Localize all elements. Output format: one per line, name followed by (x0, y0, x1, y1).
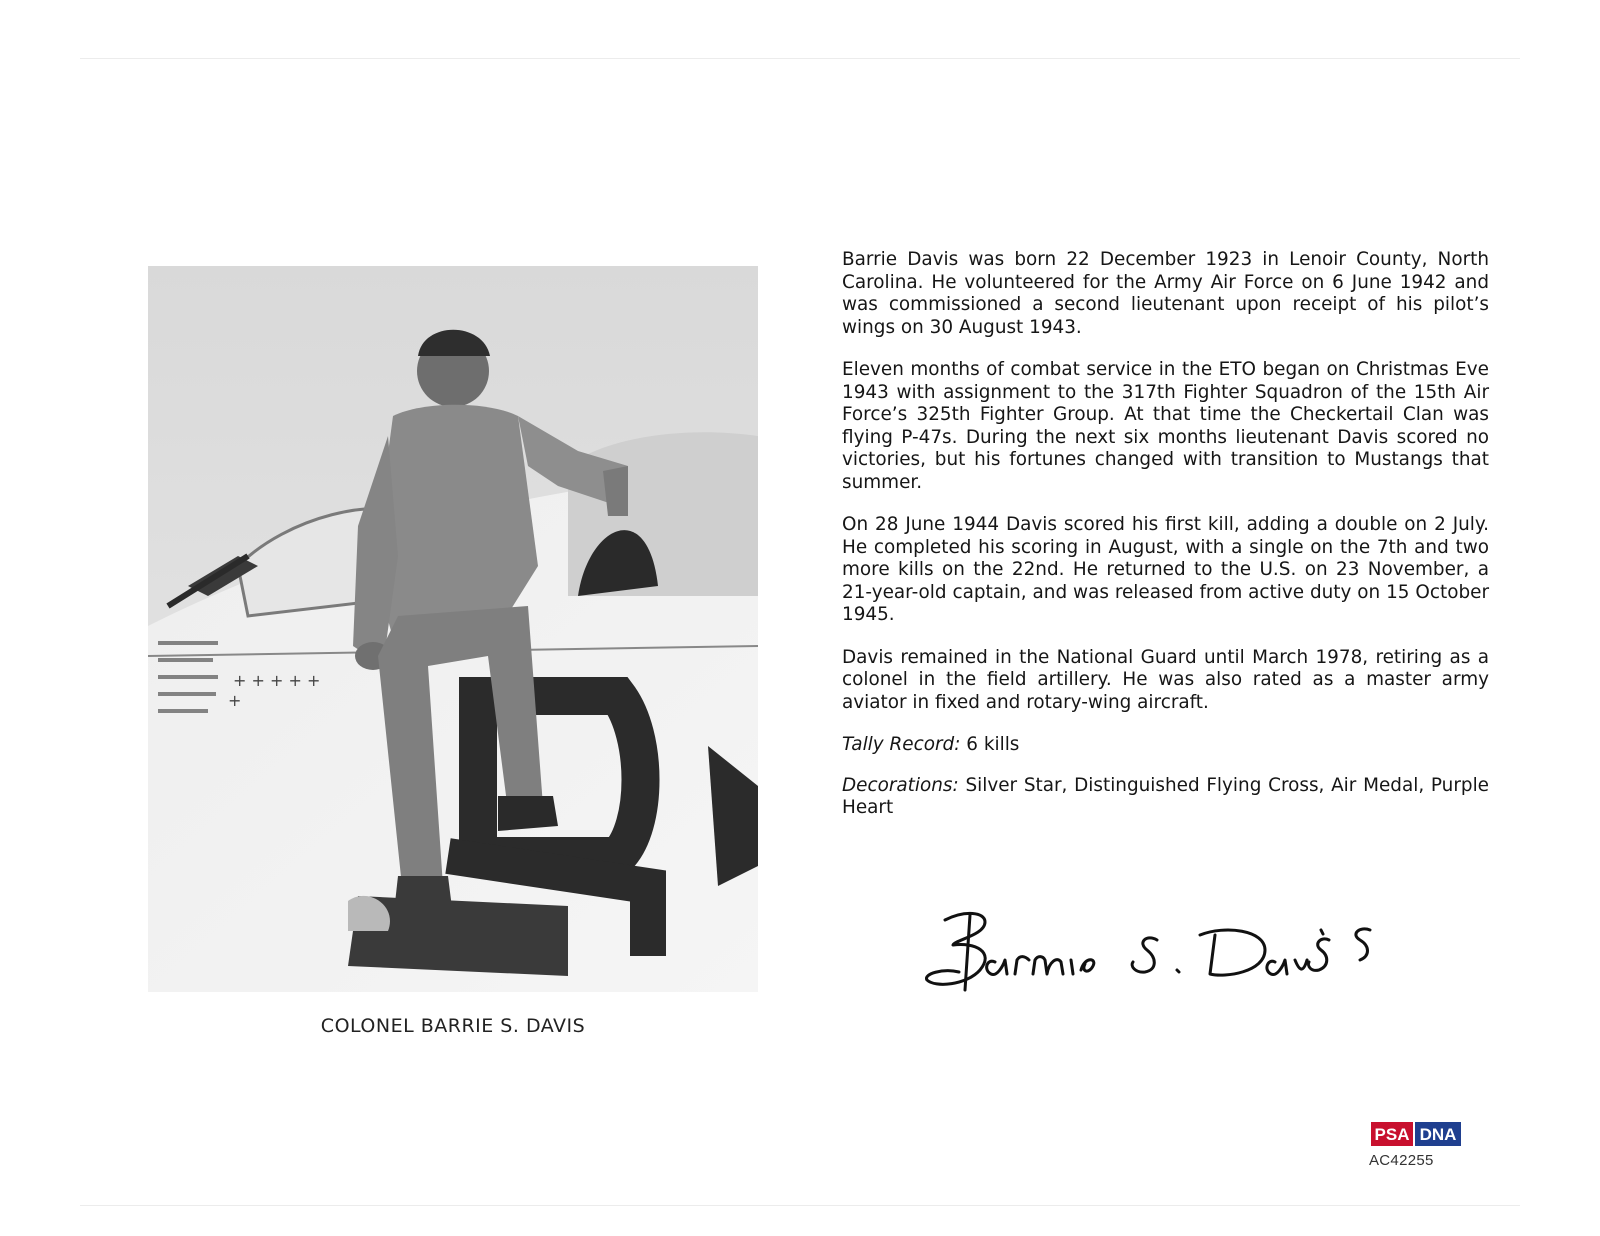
pilot-photo (148, 266, 758, 992)
certificate-number: AC42255 (1369, 1152, 1434, 1169)
psa-dna-logo-graphic (1371, 1122, 1461, 1146)
tally-record (842, 734, 1489, 757)
tally-record-label: Tally Record: (842, 734, 961, 755)
bio-paragraph-combat-service: Eleven months of combat service in the ETO began on Christmas Eve 1943 with assignment to the 317th Fighter Squadron of the 15th Air Force’s 325th Fighter Group. At that time the Checkertail Clan was flying P-47s. During the next six months lieutenant Davis scored no victories, but his fortunes changed with transition to Mustangs that summer. (842, 359, 1489, 493)
photo-caption: COLONEL BARRIE S. DAVIS (320, 1015, 586, 1037)
pilot-photo-illustration (148, 266, 758, 992)
signature-drawing (925, 900, 1395, 1010)
psa-dna-logo (1371, 1122, 1461, 1146)
bio-paragraph-victories: On 28 June 1944 Davis scored his first kill, adding a double on 2 July. He completed his scoring in August, with a single on the 7th and two more kills on the 22nd. He returned to the U.S. on 23 November, a 21-year-old captain, and was released from active duty on 15 October 1945. (842, 514, 1489, 625)
svg-text:PSA: PSA (1374, 1125, 1410, 1144)
sheet-edge-bottom (80, 1205, 1520, 1206)
bio-paragraph-later-career: Davis remained in the National Guard until March 1978, retiring as a colonel in the field artillery. He was also rated as a master army aviator in fixed and rotary-wing aircraft. (842, 646, 1489, 713)
decorations-value: Silver Star, Distinguished Flying Cross, Air Medal, Purple Heart (842, 774, 1489, 818)
tally-record-value: 6 kills (966, 734, 1020, 755)
svg-text:+: + (228, 691, 242, 710)
decorations (842, 775, 1489, 820)
svg-text:+ + + + +: + + + + + (233, 671, 321, 690)
bio-paragraph-birth: Barrie Davis was born 22 December 1923 in Lenoir County, North Carolina. He volunteered for the Army Air Force on 6 June 1942 and was commissioned a second lieutenant upon receipt of his pilot’s wings on 30 August 1943. (842, 249, 1489, 338)
decorations-label: Decorations: (842, 774, 959, 796)
handwritten-signature (925, 900, 1395, 1010)
svg-text:DNA: DNA (1419, 1125, 1457, 1144)
biography (842, 249, 1489, 840)
sheet-edge-top (80, 58, 1520, 59)
